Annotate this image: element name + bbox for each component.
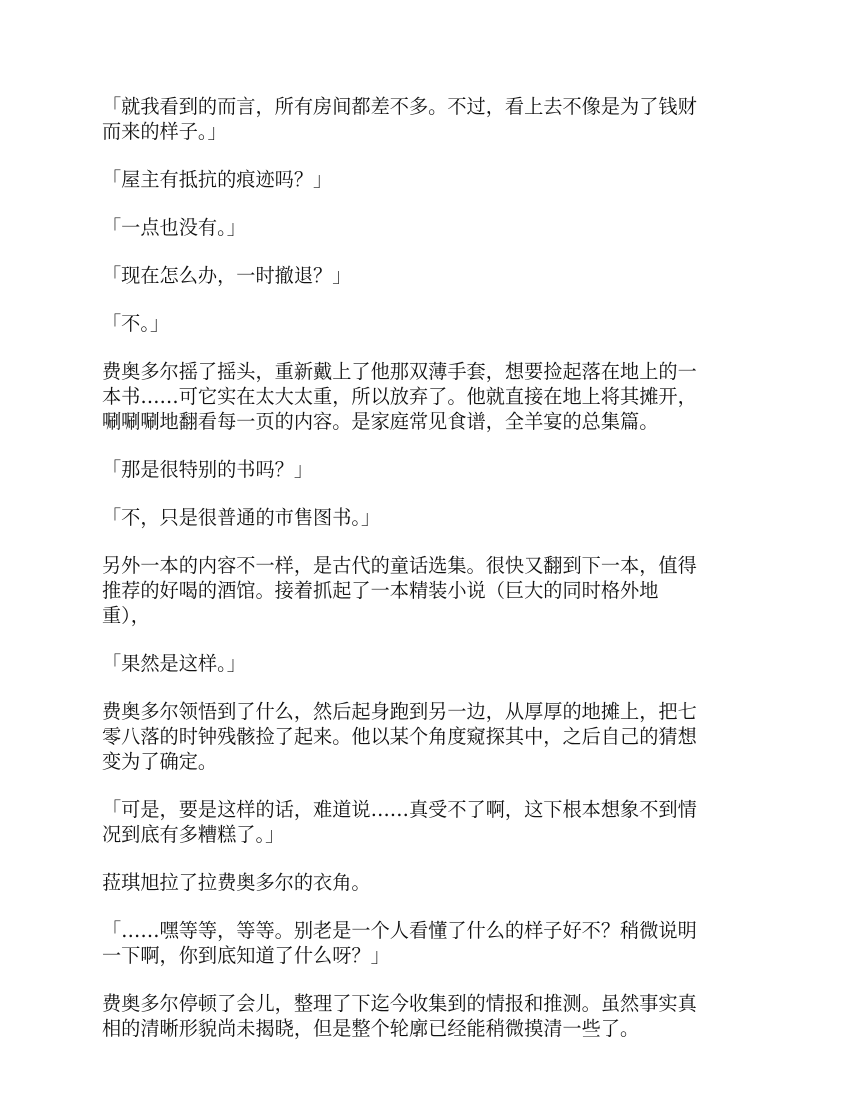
paragraph-7: 「那是很特别的书吗？」 (102, 458, 314, 481)
paragraph-4: 「现在怎么办，一时撤退？」 (102, 264, 352, 287)
paragraph-3: 「一点也没有。」 (102, 216, 246, 239)
paragraph-8: 「不，只是很普通的市售图书。」 (102, 506, 381, 529)
document-body (102, 94, 750, 1064)
paragraph-2: 「屋主有抵抗的痕迹吗？」 (102, 168, 333, 191)
paragraph-9: 另外一本的内容不一样，是古代的童话选集。很快又翻到下一本，值得 推荐的好喝的酒馆。接着抓起了一本精装小说（巨大的同时格外地 重）， (102, 554, 697, 627)
paragraph-5: 「不。」 (102, 312, 170, 335)
paragraph-11: 费奥多尔领悟到了什么，然后起身跑到另一边，从厚厚的地摊上，把七 零八落的时钟残骸捡了起来。他以某个角度窥探其中，之后自己的猜想 变为了确定。 (102, 700, 697, 773)
paragraph-13: 菈琪旭拉了拉费奥多尔的衣角。 (102, 871, 371, 894)
paragraph-1: 「就我看到的而言，所有房间都差不多。不过，看上去不像是为了钱财 而来的样子。」 (102, 95, 697, 143)
paragraph-12: 「可是，要是这样的话，难道说……真受不了啊，这下根本想象不到情 况到底有多糟糕了。」 (102, 798, 697, 846)
paragraph-15: 费奥多尔停顿了会儿，整理了下迄今收集到的情报和推测。虽然事实真 相的清晰形貌尚未揭晓，但是整个轮廓已经能稍微摸清一些了。 (102, 992, 697, 1040)
paragraph-6: 费奥多尔摇了摇头，重新戴上了他那双薄手套，想要捡起落在地上的一 本书……可它实在太大太重，所以放弃了。他就直接在地上将其摊开， 唰唰唰地翻看每一页的内容。是家庭常见食谱，全羊宴的总集篇。 (102, 360, 697, 433)
paragraph-10: 「果然是这样。」 (102, 652, 246, 675)
paragraph-14: 「……嘿等等，等等。别老是一个人看懂了什么的样子好不？稍微说明 一下啊，你到底知道了什么呀？」 (102, 919, 697, 967)
